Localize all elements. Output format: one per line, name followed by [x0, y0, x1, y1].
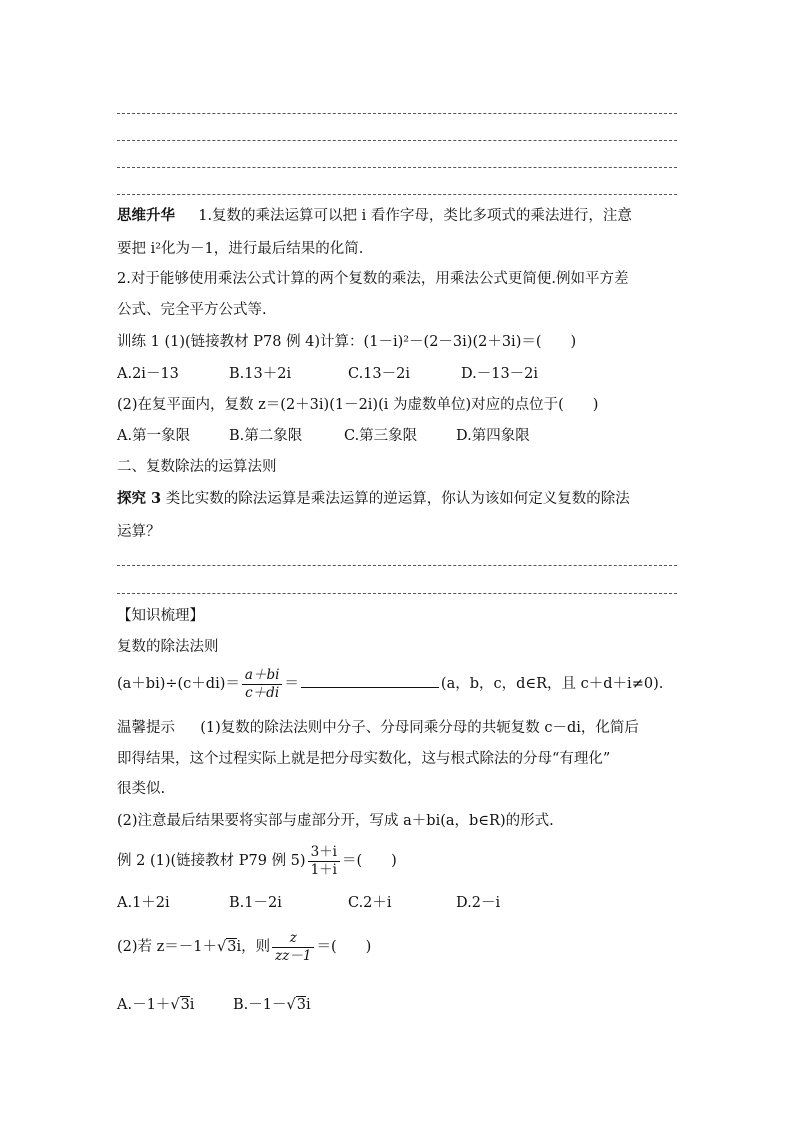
answer-rule-4 — [117, 194, 677, 195]
training-q2-option-c: C.第三象限 — [344, 428, 418, 444]
example2-q2-option-a — [117, 995, 194, 1015]
example2-q1-option-b: B.1－2i — [229, 895, 282, 911]
tip-text-1: (1)复数的除法法则中分子、分母同乘分母的共轭复数 c－di，化简后 — [200, 720, 639, 736]
example2-q1-option-a: A.1＋2i — [117, 895, 170, 911]
example2-q2-numerator: z — [272, 930, 314, 948]
knowledge-subtitle: 复数的除法法则 — [117, 639, 219, 655]
example2-q2 — [117, 925, 371, 969]
thinking-line-4: 公式、完全平方公式等. — [117, 302, 267, 318]
training-q1-option-b: B.13＋2i — [229, 366, 292, 382]
answer-rule-2 — [117, 140, 677, 141]
training-q1-option-c: C.13－2i — [348, 366, 411, 382]
example2-q1-numerator: 3＋i — [308, 844, 340, 862]
formula-fraction — [242, 667, 283, 702]
example2-q1-denominator: 1＋i — [310, 861, 337, 878]
answer-rule-1 — [117, 113, 677, 114]
answer-rule-3 — [117, 167, 677, 168]
thinking-line-1 — [117, 206, 632, 226]
answer-blank[interactable] — [301, 673, 439, 688]
example2-q2-prefix: (2)若 z＝－1＋ — [117, 939, 218, 955]
sqrt-symbol: √ — [217, 939, 227, 955]
sqrt-symbol: √ — [170, 997, 180, 1013]
knowledge-title: 【知识梳理】 — [117, 608, 204, 624]
training-q2: (2)在复平面内，复数 z＝(2＋3i)(1－2i)(i 为虚数单位)对应的点位于( ) — [117, 397, 599, 413]
answer-rule-5 — [117, 565, 677, 566]
section-title: 二、复数除法的运算法则 — [117, 459, 277, 475]
formula-right: (a，b，c，d∈R，且 c＋d＋i≠0). — [440, 676, 664, 692]
example2-q2-option-b-pre: B.－1－ — [233, 997, 287, 1013]
thinking-line-3: 2.对于能够使用乘法公式计算的两个复数的乘法，用乘法公式更简便.例如平方差 — [117, 271, 629, 287]
formula-denominator: c＋di — [245, 684, 280, 701]
example2-q2-denominator: zz－1 — [275, 947, 312, 964]
example2-q1-fraction — [308, 844, 340, 879]
example2-q1-prefix: 例 2 (1)(链接教材 P79 例 5) — [117, 853, 306, 869]
thinking-line-2: 要把 i²化为－1，进行最后结果的化简. — [117, 241, 364, 257]
formula-equals: ＝ — [284, 676, 299, 692]
explore-line-2: 运算？ — [117, 524, 161, 540]
answer-rule-6 — [117, 593, 677, 594]
training-q2-option-b: B.第二象限 — [229, 428, 303, 444]
thinking-text-1: 1.复数的乘法运算可以把 i 看作字母，类比多项式的乘法进行，注意 — [198, 208, 632, 224]
tip-line-1 — [117, 718, 639, 738]
formula-numerator: a＋bi — [242, 667, 283, 685]
example2-q2-option-b-post: i — [305, 997, 311, 1013]
explore-text-1: 类比实数的除法运算是乘法运算的逆运算，你认为该如何定义复数的除法 — [165, 491, 630, 507]
formula-left: (a＋bi)÷(c＋di)＝ — [117, 676, 240, 692]
explore-line-1 — [117, 489, 630, 509]
example2-q2-option-b — [233, 995, 311, 1015]
training-q1-option-d: D.－13－2i — [461, 366, 539, 382]
thinking-label: 思维升华 — [117, 207, 175, 224]
explore-label: 探究 3 — [117, 490, 162, 507]
training-q1-option-a: A.2i－13 — [117, 366, 179, 382]
tip-label: 温馨提示 — [117, 720, 175, 736]
training-q2-option-d: D.第四象限 — [456, 428, 530, 444]
example2-q2-option-b-sqrt: 3 — [296, 997, 306, 1013]
example2-q1-option-d: D.2－i — [456, 895, 501, 911]
example2-q1-suffix: ＝( ) — [341, 853, 397, 869]
example2-q2-option-a-post: i — [189, 997, 195, 1013]
tip-line-2: 即得结果，这个过程实际上就是把分母实数化，这与根式除法的分母“有理化” — [117, 751, 611, 767]
tip-line-4: (2)注意最后结果要将实部与虚部分开，写成 a＋bi(a，b∈R)的形式. — [117, 813, 554, 829]
example2-q2-option-a-pre: A.－1＋ — [117, 997, 171, 1013]
example2-q2-fraction — [272, 930, 314, 965]
division-formula — [117, 666, 663, 702]
example2-q2-mid: i，则 — [236, 939, 271, 955]
example2-q2-sqrt: 3 — [227, 939, 237, 955]
training-q2-option-a: A.第一象限 — [117, 428, 191, 444]
sqrt-symbol: √ — [286, 997, 296, 1013]
example2-q1 — [117, 843, 397, 879]
tip-line-3: 很类似. — [117, 781, 166, 797]
example2-q1-option-c: C.2＋i — [348, 895, 392, 911]
example2-q2-option-a-sqrt: 3 — [180, 997, 190, 1013]
training-q1: 训练 1 (1)(链接教材 P78 例 4)计算：(1－i)²－(2－3i)(2＋3i)＝( ) — [117, 334, 577, 350]
example2-q2-suffix: ＝( ) — [316, 939, 372, 955]
